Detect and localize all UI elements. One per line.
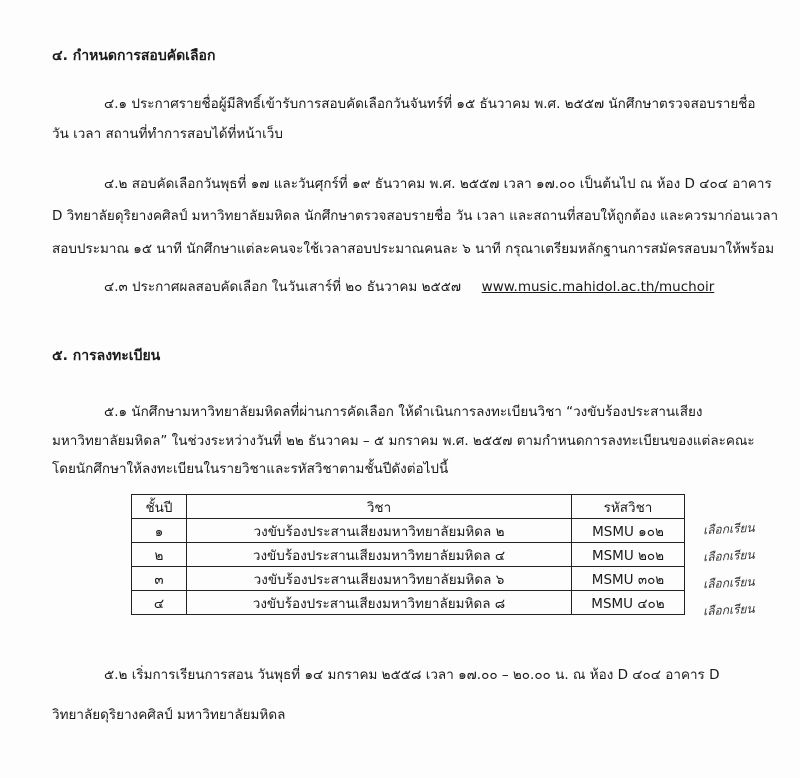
header-code: รหัสวิชา	[572, 495, 685, 519]
row-year: ๒	[132, 543, 187, 567]
handwritten-note: เลือกเรียน	[702, 520, 756, 538]
table-row	[132, 591, 685, 615]
section-4-3-text: ๔.๓ ประกาศผลสอบคัดเลือก ในวันเสาร์ที่ ๒๐ ธันวาคม ๒๕๕๗	[104, 279, 462, 295]
section-5-heading: ๕. การลงทะเบียน	[52, 348, 161, 364]
row-subject: วงขับร้องประสานเสียงมหาวิทยาลัยมหิดล ๔	[187, 543, 572, 567]
section-5-1-line-3: โดยนักศึกษาให้ลงทะเบียนในรายวิชาและรหัสวิชาตามชั้นปีดังต่อไปนี้	[52, 461, 449, 477]
row-subject: วงขับร้องประสานเสียงมหาวิทยาลัยมหิดล ๒	[187, 519, 572, 543]
table-row	[132, 543, 685, 567]
course-table	[131, 494, 685, 615]
row-code: MSMU ๓๐๒	[572, 567, 685, 591]
header-subject: วิชา	[187, 495, 572, 519]
handwritten-note: เลือกเรียน	[702, 601, 756, 619]
header-year: ชั้นปี	[132, 495, 187, 519]
section-5-1-line-2: มหาวิทยาลัยมหิดล” ในช่วงระหว่างวันที่ ๒๒ ธันวาคม – ๕ มกราคม พ.ศ. ๒๕๕๗ ตามกำหนดการลงทะเบียนของแต่ละคณะ	[52, 433, 755, 449]
section-5-2-line-1: ๕.๒ เริ่มการเรียนการสอน วันพุธที่ ๑๔ มกราคม ๒๕๕๘ เวลา ๑๗.๐๐ – ๒๐.๐๐ น. ณ ห้อง D ๔๐๔ อาคาร D	[104, 667, 720, 683]
section-4-heading: ๔. กำหนดการสอบคัดเลือก	[52, 48, 216, 64]
row-year: ๓	[132, 567, 187, 591]
handwritten-note: เลือกเรียน	[702, 574, 756, 592]
table-row	[132, 519, 685, 543]
section-4-1-line-1: ๔.๑ ประกาศรายชื่อผู้มีสิทธิ์เข้ารับการสอบคัดเลือกวันจันทร์ที่ ๑๕ ธันวาคม พ.ศ. ๒๕๕๗ นักศึกษาตรวจสอบรายชื่อ	[104, 96, 756, 112]
row-code: MSMU ๔๐๒	[572, 591, 685, 615]
table-row	[132, 567, 685, 591]
section-5-1-line-1: ๕.๑ นักศึกษามหาวิทยาลัยมหิดลที่ผ่านการคัดเลือก ให้ดำเนินการลงทะเบียนวิชา “วงขับร้องประสานเสียง	[104, 404, 703, 420]
section-4-2-line-2: D วิทยาลัยดุริยางคศิลป์ มหาวิทยาลัยมหิดล นักศึกษาตรวจสอบรายชื่อ วัน เวลา และสถานที่สอบให้ถูกต้อง และควรมาก่อนเวลา	[52, 208, 779, 224]
section-4-2-line-3: สอบประมาณ ๑๕ นาที นักศึกษาแต่ละคนจะใช้เวลาสอบประมาณคนละ ๖ นาที กรุณาเตรียมหลักฐานการสมัครสอบมาให้พร้อม	[52, 241, 775, 257]
row-year: ๑	[132, 519, 187, 543]
section-4-3-line	[104, 278, 714, 296]
section-5-2-line-2: วิทยาลัยดุริยางคศิลป์ มหาวิทยาลัยมหิดล	[52, 707, 286, 723]
row-subject: วงขับร้องประสานเสียงมหาวิทยาลัยมหิดล ๘	[187, 591, 572, 615]
muchoir-link[interactable]: www.music.mahidol.ac.th/muchoir	[481, 279, 715, 295]
row-subject: วงขับร้องประสานเสียงมหาวิทยาลัยมหิดล ๖	[187, 567, 572, 591]
table-header-row	[132, 495, 685, 519]
section-4-2-line-1: ๔.๒ สอบคัดเลือกวันพุธที่ ๑๗ และวันศุกร์ที่ ๑๙ ธันวาคม พ.ศ. ๒๕๕๗ เวลา ๑๗.๐๐ เป็นต้นไป ณ ห้อง D ๔๐๔ อาคาร	[104, 176, 772, 192]
handwritten-note: เลือกเรียน	[702, 547, 756, 565]
row-year: ๔	[132, 591, 187, 615]
row-code: MSMU ๑๐๒	[572, 519, 685, 543]
row-code: MSMU ๒๐๒	[572, 543, 685, 567]
section-4-1-line-2: วัน เวลา สถานที่ทำการสอบได้ที่หน้าเว็บ	[52, 126, 283, 142]
